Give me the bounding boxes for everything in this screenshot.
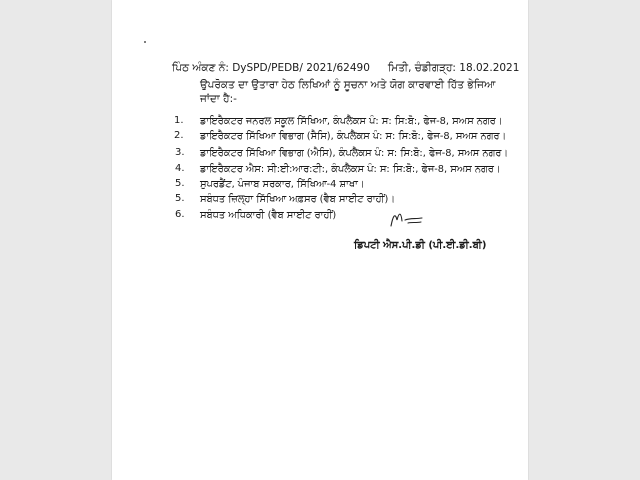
recipient-text: ਡਾਇਰੈਕਟਰ ਜਨਰਲ ਸਕੂਲ ਸਿੱਖਿਆ, ਕੰਪਲੈਕਸ ਪੰ: ਸ: ਸਿ:ਬੋ:, ਫੇਜ-8, ਸਅਸ ਨਗਰ। bbox=[200, 116, 503, 127]
signer-designation: ਡਿਪਟੀ ਐਸ.ਪੀ.ਡੀ (ਪੀ.ਈ.ਡੀ.ਬੀ) bbox=[354, 240, 487, 251]
intro-line-1: ਉਪਰੋਕਤ ਦਾ ਉਤਾਰਾ ਹੇਠ ਲਿਖਿਆਂ ਨੂੰ ਸੂਚਨਾ ਅਤੇ ਯੋਗ ਕਾਰਵਾਈ ਹਿੱਤ ਭੇਜਿਆ bbox=[200, 79, 496, 91]
letter-date: ਮਿਤੀ, ਚੰਡੀਗੜ੍ਹ: 18.02.2021 bbox=[387, 62, 520, 74]
recipient-text: ਡਾਇਰੈਕਟਰ ਸਿੱਖਿਆ ਵਿਭਾਗ (ਸੈਸਿ), ਕੰਪਲੈਕਸ ਪੰ: ਸ: ਸਿ:ਬੋ:, ਫੇਜ-8, ਸਅਸ ਨਗਰ। bbox=[200, 131, 507, 142]
recipient-number: 5. bbox=[175, 178, 185, 189]
recipient-number: 6. bbox=[175, 209, 185, 220]
recipient-text: ਡਾਇਰੈਕਟਰ ਸਿੱਖਿਆ ਵਿਭਾਗ (ਐਸਿ), ਕੰਪਲੈਕਸ ਪੰ: ਸ: ਸਿ:ਬੋ:, ਫੇਜ-8, ਸਅਸ ਨਗਰ। bbox=[200, 148, 508, 159]
recipient-number: 4. bbox=[175, 163, 185, 174]
recipient-number: 5. bbox=[175, 193, 185, 204]
signature-scribble bbox=[388, 206, 426, 230]
recipient-text: ਸਬੰਧਤ ਜ਼ਿਲ੍ਹਾ ਸਿੱਖਿਆ ਅਫ਼ਸਰ (ਵੈਬ ਸਾਈਟ ਰਾਹੀਂ)। bbox=[200, 194, 395, 205]
recipient-number: 1. bbox=[174, 115, 184, 126]
reference-line bbox=[172, 62, 519, 75]
recipient-text: ਡਾਇਰੈਕਟਰ ਐਸ: ਸੀ:ਈ:ਆਰ:ਟੀ:, ਕੰਪਲੈਕਸ ਪੰ: ਸ: ਸਿ:ਬੋ:, ਫੇਜ-8, ਸਅਸ ਨਗਰ। bbox=[200, 164, 501, 175]
intro-line-2: ਜਾਂਦਾ ਹੈ:- bbox=[200, 93, 237, 105]
paper-speck bbox=[144, 41, 146, 43]
recipient-number: 3. bbox=[175, 147, 185, 158]
recipient-number: 2. bbox=[174, 130, 184, 141]
reference-number: ਪਿੰਠ ਅੰਕਣ ਨੰ: DySPD/PEDB/ 2021/62490 bbox=[172, 62, 370, 74]
recipient-text: ਸਬੰਧਤ ਅਧਿਕਾਰੀ (ਵੈਬ ਸਾਈਟ ਰਾਹੀਂ) bbox=[200, 210, 337, 221]
recipient-text: ਸੁਪਰਡੈਂਟ, ਪੰਜਾਬ ਸਰਕਾਰ, ਸਿੱਖਿਆ-4 ਸ਼ਾਖਾ। bbox=[200, 179, 365, 190]
